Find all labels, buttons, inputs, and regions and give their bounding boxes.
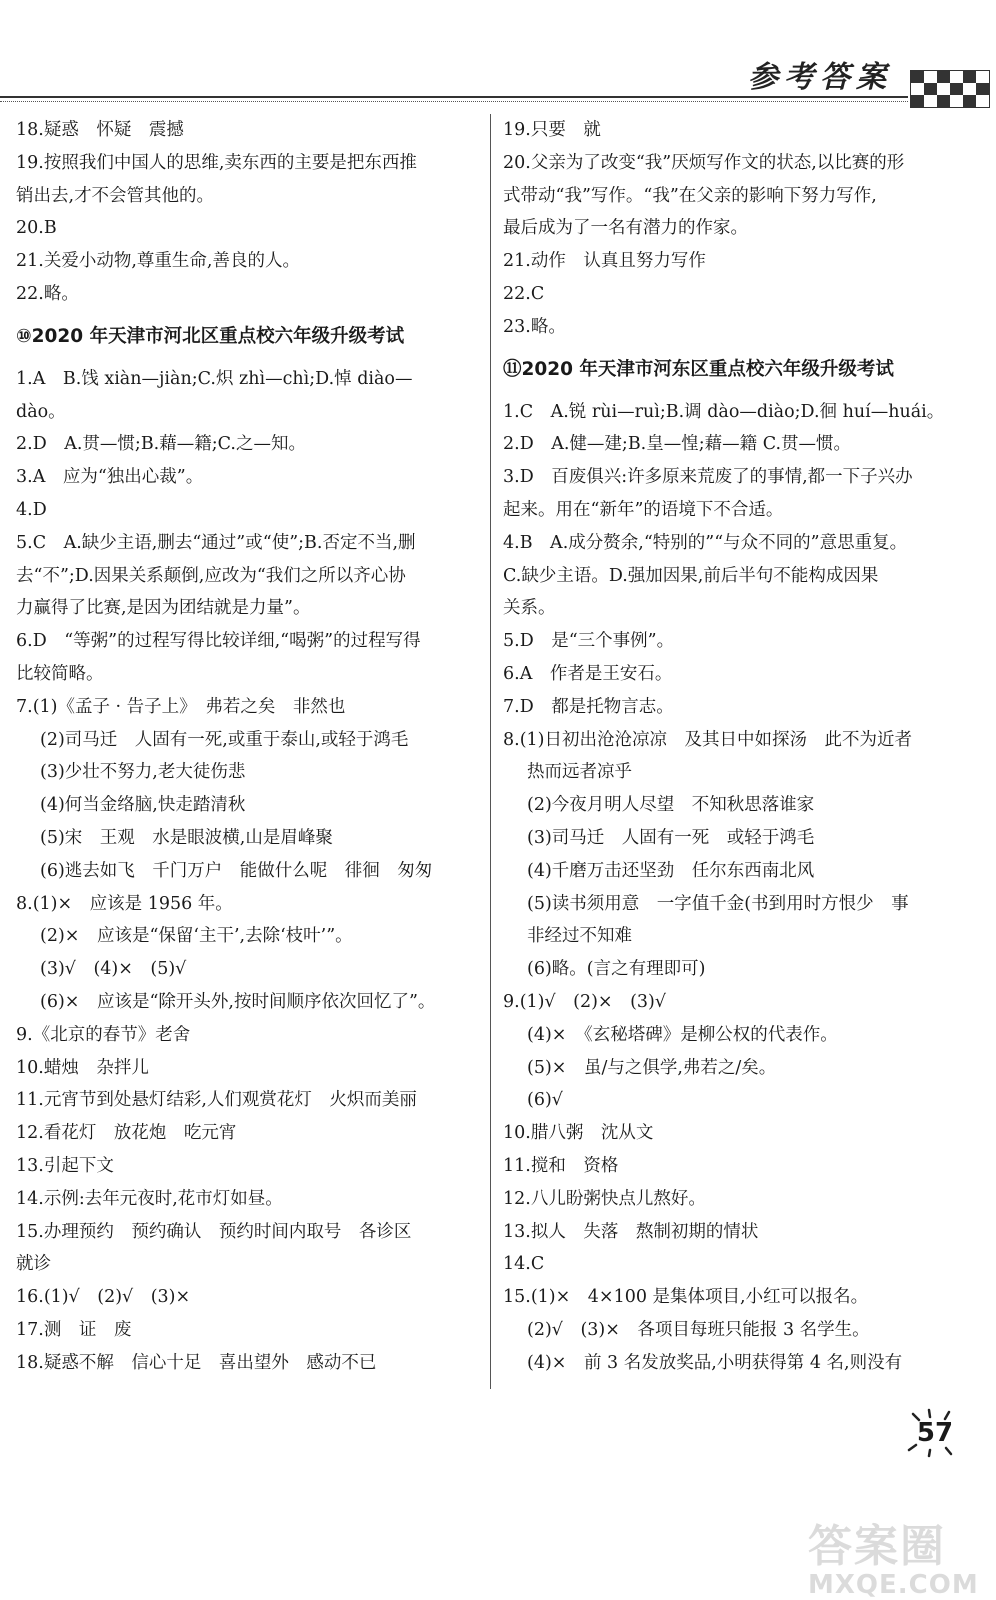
answer-line: 12.看花灯 放花炮 吃元宵 xyxy=(16,1123,237,1144)
answer-line: 13.拟人 失落 熬制初期的情状 xyxy=(503,1221,759,1242)
answer-line: 8.(1)日初出沧沧凉凉 及其日中如探汤 此不为近者 xyxy=(503,729,912,750)
answer-line: (5)宋 王观 水是眼波横,山是眉峰聚 xyxy=(40,827,333,848)
answer-line: 20.B xyxy=(16,218,57,239)
answer-line: 18.疑惑不解 信心十足 喜出望外 感动不已 xyxy=(16,1352,377,1373)
column-divider xyxy=(490,114,491,1389)
answer-line: 16.(1)√ (2)√ (3)× xyxy=(16,1287,191,1308)
answer-line: 7.(1)《孟子 · 告子上》 弗若之矣 非然也 xyxy=(16,696,346,717)
answer-line: dào。 xyxy=(16,401,66,422)
section-heading: ⑪2020 年天津市河东区重点校六年级升级考试 xyxy=(503,358,894,380)
answer-line: 就诊 xyxy=(16,1254,51,1275)
answer-line: 6.A 作者是王安石。 xyxy=(503,663,673,684)
right-answer-column xyxy=(503,114,975,1379)
answer-line: 17.测 证 废 xyxy=(16,1319,132,1340)
answer-line: 14.C xyxy=(503,1254,545,1275)
answer-line: 22.C xyxy=(503,283,545,304)
answer-line: 21.动作 认真且努力写作 xyxy=(503,251,706,272)
answer-line: 9.《北京的春节》老舍 xyxy=(16,1024,191,1045)
answer-line: (3)√ (4)× (5)√ xyxy=(40,959,187,980)
answer-line: 力赢得了比赛,是因为团结就是力量”。 xyxy=(16,598,311,619)
answer-line: 15.(1)× 4×100 是集体项目,小红可以报名。 xyxy=(503,1287,869,1308)
answer-line: 19.按照我们中国人的思维,卖东西的主要是把东西推 xyxy=(16,152,417,173)
answer-line: 19.只要 就 xyxy=(503,120,601,140)
answer-line: (2)√ (3)× 各项目每班只能报 3 名学生。 xyxy=(527,1319,870,1340)
answer-line: 销出去,才不会管其他的。 xyxy=(16,185,215,206)
answer-line: 3.A 应为“独出心裁”。 xyxy=(16,467,204,488)
answer-line: 6.D “等粥”的过程写得比较详细,“喝粥”的过程写得 xyxy=(16,631,421,652)
answer-line: 18.疑惑 怀疑 震撼 xyxy=(16,120,184,140)
header-rule xyxy=(0,96,908,98)
answer-line: 9.(1)√ (2)× (3)√ xyxy=(503,991,667,1012)
answer-line: (6)√ xyxy=(527,1090,563,1111)
answer-line: 23.略。 xyxy=(503,316,566,337)
answer-line: 2.D A.健—建;B.皇—惶;藉—籍 C.贯—惯。 xyxy=(503,434,852,455)
watermark-logo xyxy=(808,1510,988,1600)
answer-line: 8.(1)× 应该是 1956 年。 xyxy=(16,893,233,914)
page-number: 57 xyxy=(916,1418,954,1448)
answer-line: 5.C A.缺少主语,删去“通过”或“使”;B.否定不当,删 xyxy=(16,532,416,553)
answer-line: 2.D A.贯—惯;B.藉—籍;C.之—知。 xyxy=(16,434,306,455)
answer-line: (6)× 应该是“除开头外,按时间顺序依次回忆了”。 xyxy=(40,991,436,1012)
left-answer-column xyxy=(16,114,488,1379)
answer-line: 3.D 百废俱兴:许多原来荒废了的事情,都一下子兴办 xyxy=(503,467,913,488)
answer-line: 10.蜡烛 杂拌儿 xyxy=(16,1057,149,1078)
answer-line: 去“不”;D.因果关系颠倒,应改为“我们之所以齐心协 xyxy=(16,565,406,586)
answer-line: 非经过不知难 xyxy=(527,926,632,947)
answer-line: C.缺少主语。D.强加因果,前后半句不能构成因果 xyxy=(503,565,879,586)
watermark-glyphs: 答案圈 xyxy=(808,1521,946,1572)
answer-line: 1.C A.锐 rùi—ruì;B.调 dào—diào;D.徊 huí—huái。 xyxy=(503,401,945,422)
answer-line: 7.D 都是托物言志。 xyxy=(503,696,674,717)
answer-line: (4)何当金络脑,快走踏清秋 xyxy=(40,795,246,816)
answer-line: 21.关爱小动物,尊重生命,善良的人。 xyxy=(16,251,300,272)
answer-line: 热而远者凉乎 xyxy=(527,762,632,783)
answer-line: 5.D 是“三个事例”。 xyxy=(503,631,675,652)
answer-line: (4)× 前 3 名发放奖品,小明获得第 4 名,则没有 xyxy=(527,1352,903,1373)
answer-line: 13.引起下文 xyxy=(16,1155,114,1176)
checkerboard-ornament-icon xyxy=(910,70,990,108)
answer-line: (4)千磨万击还坚劲 任尔东西南北风 xyxy=(527,860,815,881)
answer-line: (2)× 应该是“保留‘主干’,去除‘枝叶’”。 xyxy=(40,926,353,947)
answer-line: (3)司马迁 人固有一死 或轻于鸿毛 xyxy=(527,827,815,848)
answer-line: 22.略。 xyxy=(16,283,79,304)
header-rule-dotted xyxy=(0,101,908,102)
answer-line: (4)× 《玄秘塔碑》是柳公权的代表作。 xyxy=(527,1024,838,1045)
answer-line: 11.元宵节到处悬灯结彩,人们观赏花灯 火炽而美丽 xyxy=(16,1090,417,1111)
answer-line: 10.腊八粥 沈从文 xyxy=(503,1123,654,1144)
answer-line: 式带动“我”写作。“我”在父亲的影响下努力写作, xyxy=(503,185,877,206)
answer-line: (6)略。(言之有理即可) xyxy=(527,959,706,980)
answer-line: (2)今夜月明人尽望 不知秋思落谁家 xyxy=(527,795,815,816)
answer-line: 15.办理预约 预约确认 预约时间内取号 各诊区 xyxy=(16,1221,412,1242)
page-number-badge xyxy=(905,1408,965,1458)
answer-line: 1.A B.饯 xiàn—jiàn;C.炽 zhì—chì;D.悼 diào— xyxy=(16,368,413,389)
answer-line: 起来。用在“新年”的语境下不合适。 xyxy=(503,499,784,520)
header-title: 参考答案 xyxy=(748,60,892,95)
section-heading: ⑩2020 年天津市河北区重点校六年级升级考试 xyxy=(16,325,405,347)
answer-line: 14.示例:去年元夜时,花市灯如昼。 xyxy=(16,1188,283,1209)
watermark-url: MXQE.COM xyxy=(808,1570,979,1600)
answer-line: 20.父亲为了改变“我”厌烦写作文的状态,以比赛的形 xyxy=(503,152,905,173)
answer-line: (6)逃去如飞 千门万户 能做什么呢 徘徊 匆匆 xyxy=(40,860,433,881)
answer-line: 最后成为了一名有潜力的作家。 xyxy=(503,218,748,239)
answer-line: (5)读书须用意 一字值千金(书到用时方恨少 事 xyxy=(527,893,909,914)
answer-line: (2)司马迁 人固有一死,或重于泰山,或轻于鸿毛 xyxy=(40,729,409,750)
page-header xyxy=(0,0,996,110)
answer-line: 11.搅和 资格 xyxy=(503,1155,619,1176)
answer-line: 12.八儿盼粥快点儿熬好。 xyxy=(503,1188,706,1209)
answer-line: 4.B A.成分赘余,“特别的”“与众不同的”意思重复。 xyxy=(503,532,908,553)
answer-line: (3)少壮不努力,老大徒伤悲 xyxy=(40,762,246,783)
answer-line: 比较简略。 xyxy=(16,663,104,684)
answer-line: 关系。 xyxy=(503,598,556,619)
answer-line: 4.D xyxy=(16,499,47,520)
answer-line: (5)× 虽/与之俱学,弗若之/矣。 xyxy=(527,1057,777,1078)
